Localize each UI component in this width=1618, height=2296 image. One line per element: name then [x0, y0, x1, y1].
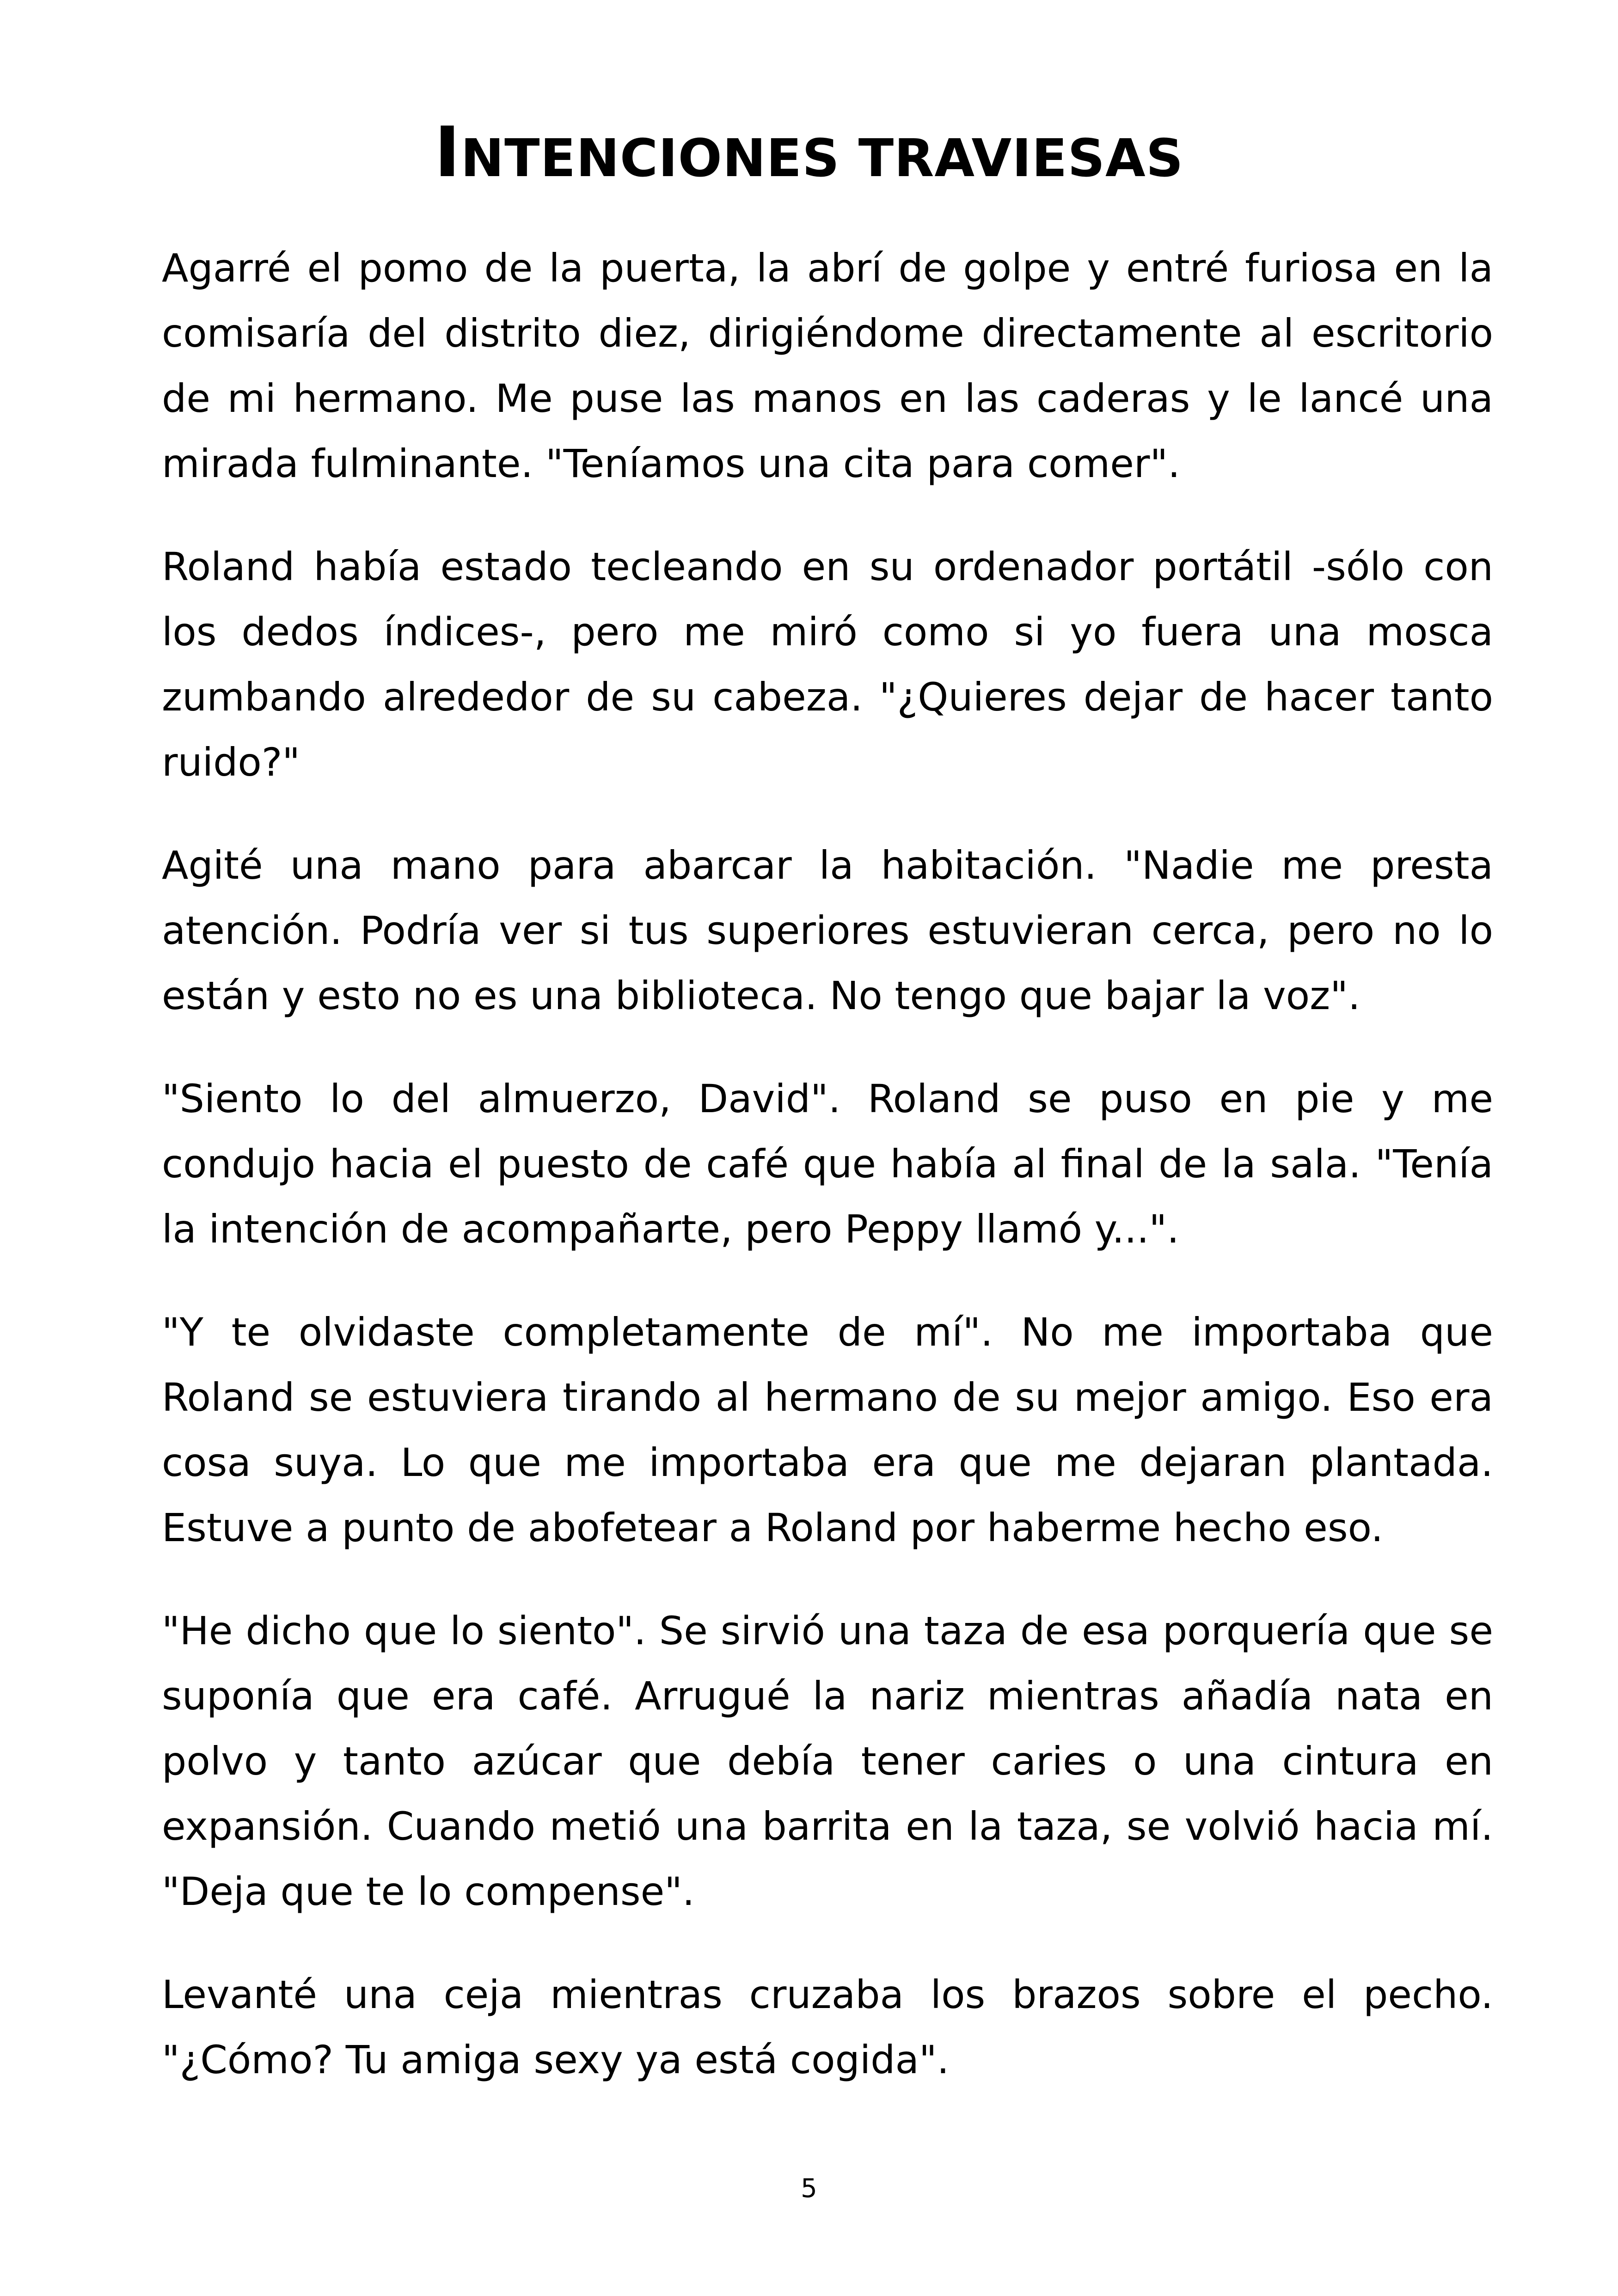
paragraph: Agarré el pomo de la puerta, la abrí de golpe y entré furiosa en la comisaría del distrito diez, dirigiéndome directamente al escritorio de mi hermano. Me puse las manos en las caderas y le lancé una mirada fulminante. "Teníamos una cita para comer".	[162, 245, 1493, 486]
paragraph: "He dicho que lo siento". Se sirvió una taza de esa porquería que se suponía que era café. Arrugué la nariz mientras añadía nata en polvo y tanto azúcar que debía tener caries o una cintura en expansión. Cuando metió una barrita en la taza, se volvió hacia mí. "Deja que te lo compense".	[162, 1608, 1493, 1914]
chapter-title-rest: NTENCIONES TRAVIESAS	[460, 129, 1184, 189]
paragraph: "Y te olvidaste completamente de mí". No me importaba que Roland se estuviera tirando al hermano de su mejor amigo. Eso era cosa suya. Lo que me importaba era que me dejaran plantada. Estuve a punto de abofetear a Roland por haberme hecho eso.	[162, 1310, 1493, 1550]
chapter-title-initial: I	[434, 112, 461, 193]
paragraph: "Siento lo del almuerzo, David". Roland se puso en pie y me condujo hacia el puesto de café que había al final de la sala. "Tenía la intención de acompañarte, pero Peppy llamó y...".	[162, 1076, 1493, 1252]
paragraph: Agité una mano para abarcar la habitación. "Nadie me presta atención. Podría ver si tus superiores estuvieran cerca, pero no lo están y esto no es una biblioteca. No tengo que bajar la voz".	[162, 843, 1493, 1018]
chapter-title	[0, 112, 1618, 196]
chapter-body	[162, 236, 1493, 2131]
paragraph: Roland había estado tecleando en su ordenador portátil -sólo con los dedos índices-, pero me miró como si yo fuera una mosca zumbando alrededor de su cabeza. "¿Quieres dejar de hacer tanto ruido?"	[162, 544, 1493, 785]
paragraph: Levanté una ceja mientras cruzaba los brazos sobre el pecho. "¿Cómo? Tu amiga sexy ya está cogida".	[162, 1972, 1493, 2082]
page-number: 5	[801, 2174, 817, 2204]
